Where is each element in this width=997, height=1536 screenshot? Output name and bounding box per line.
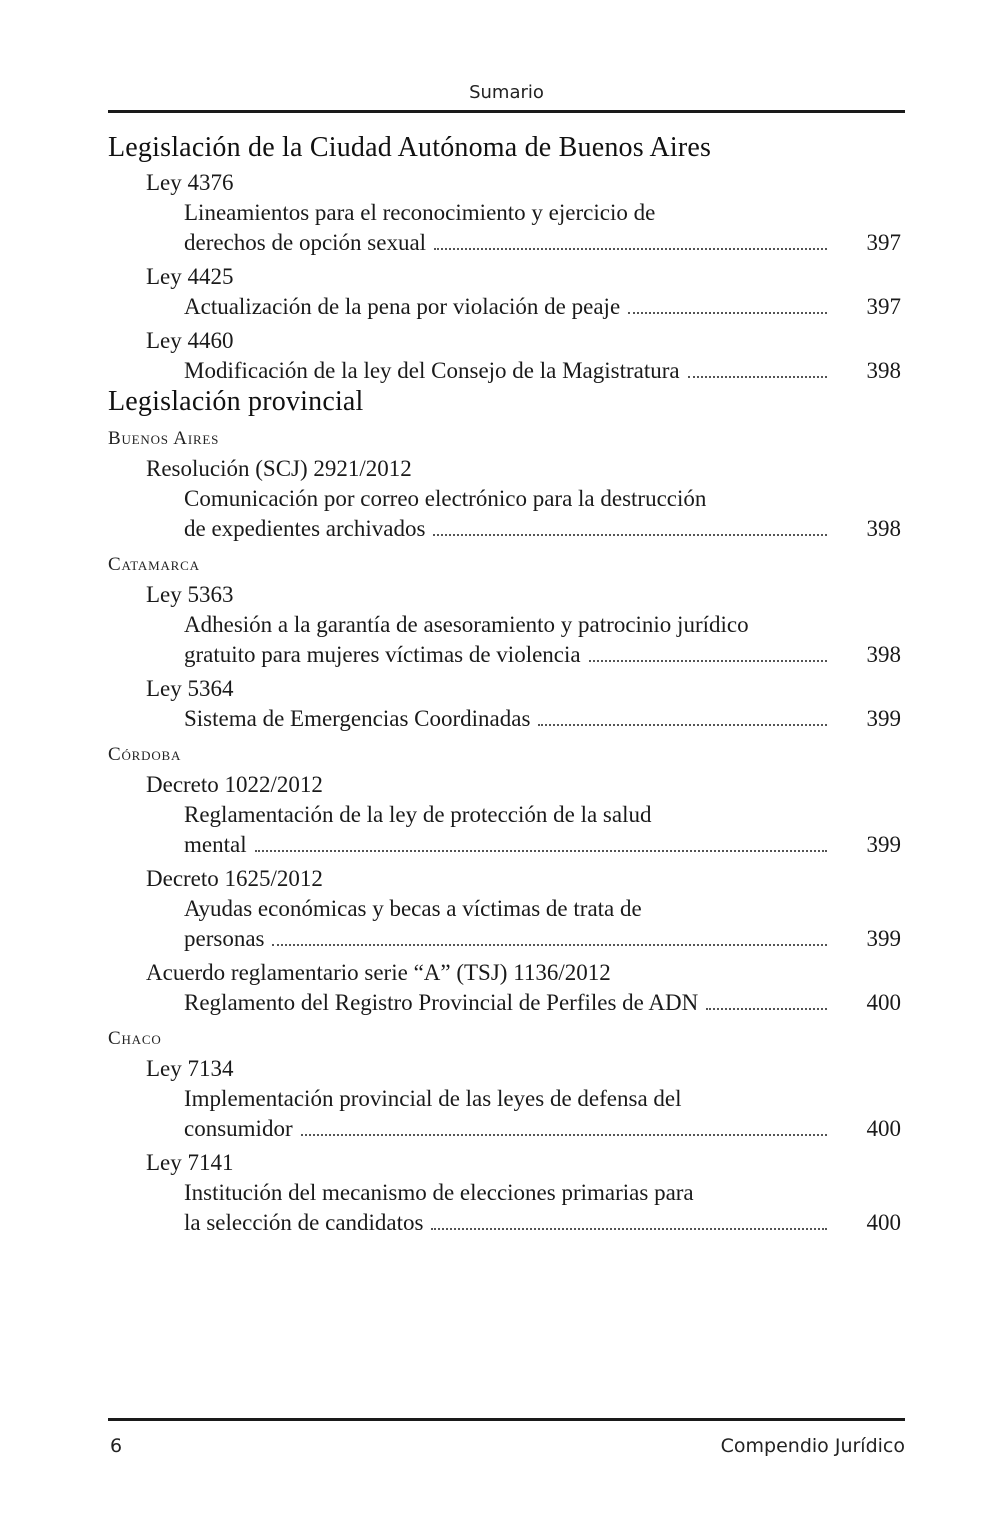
- page-reference: 398: [866, 516, 901, 541]
- page-reference: 400: [866, 990, 901, 1015]
- toc-entry-text: Modificación de la ley del Consejo de la Magistratura: [184, 358, 680, 383]
- toc-entry-text: Reglamento del Registro Provincial de Perfiles de ADN: [184, 990, 699, 1015]
- province-heading: Chaco: [108, 1028, 162, 1049]
- page-header: [108, 80, 905, 113]
- dot-leader: [434, 248, 827, 250]
- toc-entry-text: Institución del mecanismo de elecciones primarias para: [184, 1180, 694, 1205]
- toc-entry-text: Lineamientos para el reconocimiento y ejercicio de: [184, 200, 656, 225]
- toc-entry: [108, 988, 905, 1018]
- page-reference: 400: [866, 1116, 901, 1141]
- toc-entry-text: la selección de candidatos: [184, 1210, 424, 1235]
- toc-entry-last-line: [184, 356, 835, 386]
- section-title: Legislación de la Ciudad Autónoma de Buenos Aires: [108, 132, 712, 163]
- toc-entry: [108, 292, 905, 322]
- toc-entry-last-line: [184, 1114, 835, 1144]
- page-reference: 399: [866, 706, 901, 731]
- toc-entry-text: mental: [184, 832, 247, 857]
- law-label: Ley 7141: [146, 1150, 234, 1175]
- page-reference: 399: [866, 832, 901, 857]
- toc-entry-text: consumidor: [184, 1116, 293, 1141]
- toc-entry: [108, 356, 905, 386]
- law-label: Ley 5364: [146, 676, 234, 701]
- toc-entry-last-line: [184, 924, 835, 954]
- toc-entry: [108, 800, 905, 860]
- law-label: Decreto 1625/2012: [146, 866, 323, 891]
- toc-entry-text: Ayudas económicas y becas a víctimas de trata de: [184, 896, 642, 921]
- toc-entry-text: Reglamentación de la ley de protección de la salud: [184, 802, 652, 827]
- toc-entry-last-line: [184, 228, 835, 258]
- section-title: Legislación provincial: [108, 386, 364, 417]
- dot-leader: [431, 1228, 827, 1230]
- page-reference: 398: [866, 358, 901, 383]
- law-label: Decreto 1022/2012: [146, 772, 323, 797]
- dot-leader: [301, 1134, 827, 1136]
- toc-entry: [108, 484, 905, 544]
- header-title: Sumario: [469, 82, 544, 103]
- toc-entry: [108, 610, 905, 670]
- dot-leader: [538, 724, 827, 726]
- dot-leader: [272, 944, 827, 946]
- toc-entry-text: Actualización de la pena por violación de peaje: [184, 294, 621, 319]
- page-reference: 398: [866, 642, 901, 667]
- dot-leader: [706, 1008, 827, 1010]
- province-heading: Catamarca: [108, 554, 200, 575]
- dot-leader: [688, 376, 827, 378]
- toc-entry-last-line: [184, 830, 835, 860]
- dot-leader: [433, 534, 827, 536]
- footer-page-number: 6: [110, 1435, 123, 1457]
- page-reference: 397: [866, 230, 901, 255]
- table-of-contents: [108, 132, 905, 1238]
- toc-entry: [108, 1084, 905, 1144]
- toc-entry-text: Sistema de Emergencias Coordinadas: [184, 706, 531, 731]
- footer-publication-title: Compendio Jurídico: [720, 1435, 905, 1457]
- toc-entry-text: de expedientes archivados: [184, 516, 426, 541]
- toc-entry-text: Comunicación por correo electrónico para la destrucción: [184, 486, 707, 511]
- toc-entry-last-line: [184, 292, 835, 322]
- toc-entry: [108, 1178, 905, 1238]
- province-heading: Córdoba: [108, 744, 182, 765]
- toc-entry-last-line: [184, 704, 835, 734]
- law-label: Ley 7134: [146, 1056, 234, 1081]
- dot-leader: [255, 850, 827, 852]
- toc-entry-text: gratuito para mujeres víctimas de violencia: [184, 642, 581, 667]
- law-label: Ley 4376: [146, 170, 234, 195]
- law-label: Resolución (SCJ) 2921/2012: [146, 456, 412, 481]
- page-reference: 397: [866, 294, 901, 319]
- toc-entry: [108, 894, 905, 954]
- toc-entry-text: personas: [184, 926, 265, 951]
- law-label: Ley 5363: [146, 582, 234, 607]
- law-label: Ley 4460: [146, 328, 234, 353]
- toc-entry-last-line: [184, 514, 835, 544]
- province-heading: Buenos Aires: [108, 428, 220, 449]
- page-reference: 399: [866, 926, 901, 951]
- toc-entry: [108, 198, 905, 258]
- page-footer: [108, 1418, 905, 1457]
- toc-entry-text: Adhesión a la garantía de asesoramiento y patrocinio jurídico: [184, 612, 749, 637]
- toc-entry-last-line: [184, 1208, 835, 1238]
- toc-entry-last-line: [184, 640, 835, 670]
- toc-entry-last-line: [184, 988, 835, 1018]
- law-label: Ley 4425: [146, 264, 234, 289]
- page-reference: 400: [866, 1210, 901, 1235]
- toc-entry-text: Implementación provincial de las leyes de defensa del: [184, 1086, 682, 1111]
- dot-leader: [628, 312, 827, 314]
- law-label: Acuerdo reglamentario serie “A” (TSJ) 1136/2012: [146, 960, 611, 985]
- dot-leader: [589, 660, 827, 662]
- toc-entry: [108, 704, 905, 734]
- toc-entry-text: derechos de opción sexual: [184, 230, 427, 255]
